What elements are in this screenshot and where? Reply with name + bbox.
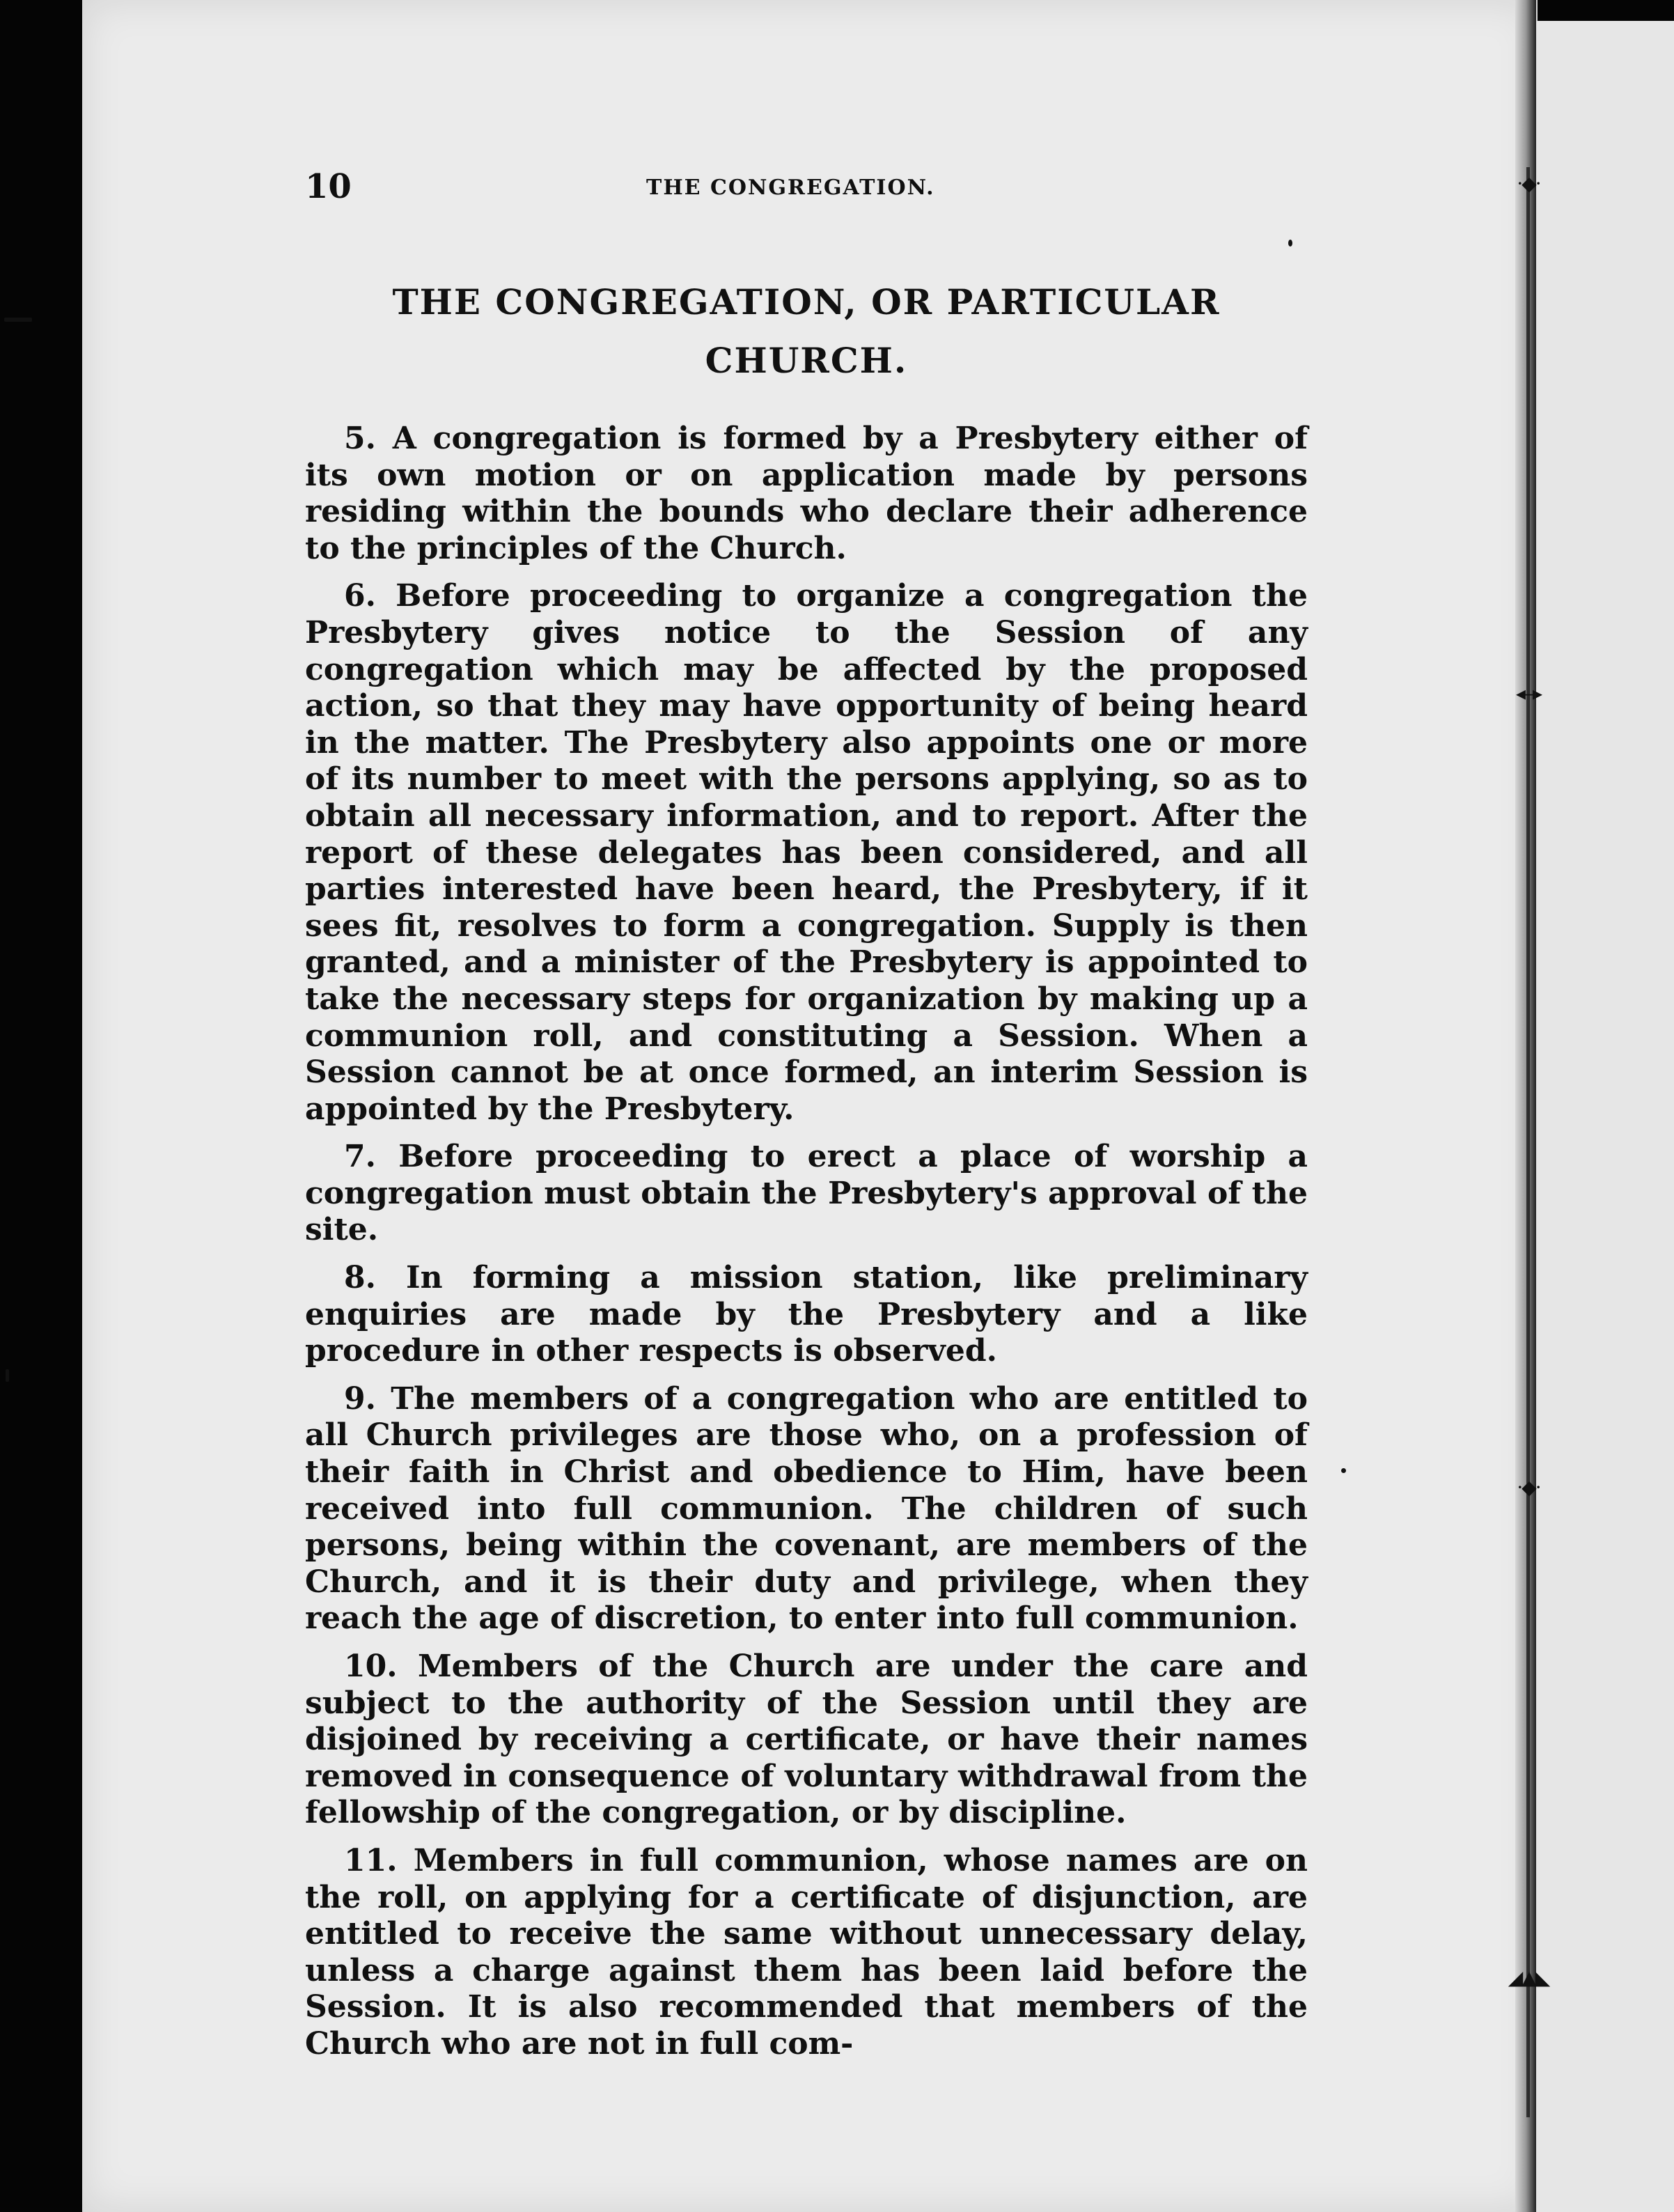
scan-speck	[4, 318, 32, 322]
body-text	[305, 421, 1308, 2074]
paragraph	[305, 578, 1308, 1128]
page-gutter-shadow	[1515, 0, 1536, 2212]
paragraph	[305, 421, 1308, 567]
paragraph	[305, 1139, 1308, 1249]
binding-thread-mark: ·◆·	[1517, 172, 1540, 195]
running-head: THE CONGREGATION.	[646, 176, 935, 200]
paragraph-text: In forming a mission station, like preliminary enquiries are made by the Presbytery and a like procedure in other respects is observed.	[305, 1260, 1308, 1369]
paragraph-text: Before proceeding to erect a place of worship a congregation must obtain the Presbytery's approval of the site.	[305, 1139, 1308, 1248]
chapter-title-line: THE CONGREGATION, OR PARTICULAR	[392, 281, 1221, 322]
paragraph-number: 9.	[344, 1380, 376, 1417]
paragraph-number: 10.	[344, 1649, 398, 1684]
page-number: 10	[305, 167, 352, 206]
binding-thread-mark: ◢▲◣	[1508, 1966, 1549, 1989]
paragraph	[305, 1381, 1308, 1637]
binding-thread-mark: ◂–▸	[1515, 682, 1542, 705]
scan-speck	[1288, 240, 1292, 247]
paragraph-text: Members in full communion, whose names are on the roll, on applying for a certificate of disjunction, are entitled to receive the same without unnecessary delay, unless a charge against them has been laid before the Session. It is also recommended that members of the Church who are not in full com-	[305, 1842, 1308, 2062]
paragraph-text: Before proceeding to organize a congregation the Presbytery gives notice to the Session of any congregation which may be affected by the proposed action, so that they may have opportunity of being heard in the matter. The Presbytery also appoints one or more of its number to meet with the persons applying, so as to obtain all necessary information, and to report. After the report of these delegates has been considered, and all parties interested have been heard, the Presbytery, if it sees fit, resolves to form a congregation. Supply is then granted, and a minister of the Presbytery is appointed to take the necessary steps for organization by making up a communion roll, and constituting a Session. When a Session cannot be at once formed, an interim Session is appointed by the Presbytery.	[305, 578, 1308, 1127]
paragraph	[305, 1649, 1308, 1832]
scan-speck	[1341, 1468, 1346, 1473]
paragraph-text: Members of the Church are under the care and subject to the authority of the Session until they are disjoined by receiving a certificate, or have their names removed in consequence of voluntary withdrawal from the fellowship of the congregation, or by discipline.	[305, 1649, 1308, 1831]
paragraph-text: The members of a congregation who are entitled to all Church privileges are those who, on a profession of their faith in Christ and obedience to Him, have been received into full communion. The children of such persons, being within the covenant, are members of the Church, and it is their duty and privilege, when they reach the age of discretion, to enter into full communion.	[305, 1380, 1308, 1637]
paragraph-number: 6.	[344, 578, 376, 614]
paragraph-number: 7.	[344, 1139, 376, 1175]
scan-speck	[6, 1369, 9, 1382]
chapter-title	[305, 273, 1308, 390]
binding-fold-line	[1526, 167, 1530, 2117]
chapter-title-line: CHURCH.	[705, 340, 908, 381]
binding-thread-mark: ·◆·	[1517, 1476, 1540, 1499]
paragraph-text: A congregation is formed by a Presbytery either of its own motion or on application made by persons residing within the bounds who declare their adherence to the principles of the Church.	[305, 421, 1308, 566]
page-header	[305, 167, 1308, 209]
paragraph-number: 8.	[344, 1260, 376, 1296]
paragraph-number: 5.	[344, 421, 376, 456]
paragraph	[305, 1843, 1308, 2063]
paragraph-number: 11.	[344, 1842, 398, 1878]
adjacent-page-edge	[1529, 21, 1674, 2212]
paragraph	[305, 1260, 1308, 1370]
